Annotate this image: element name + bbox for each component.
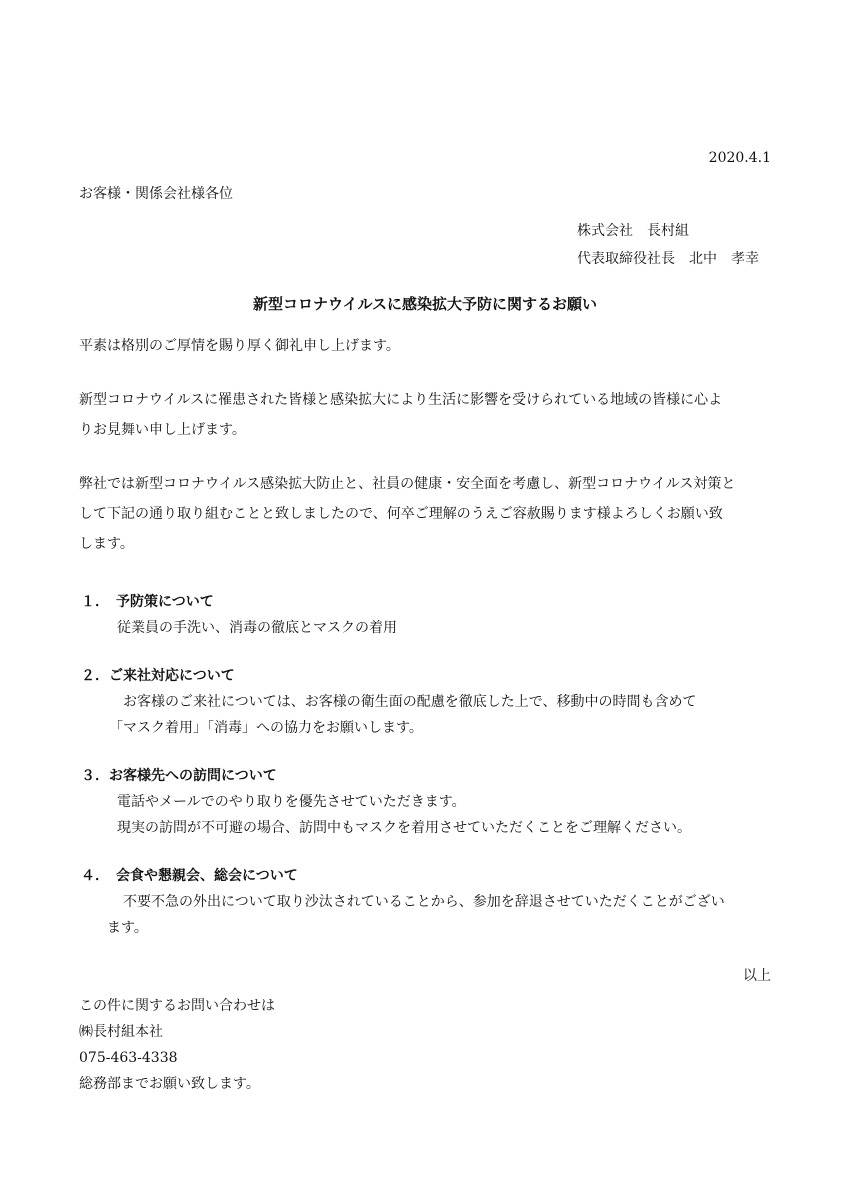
contact-block bbox=[79, 993, 771, 1097]
closing-mark: 以上 bbox=[743, 968, 771, 984]
section-prevention bbox=[79, 589, 771, 641]
section-heading: ２．ご来社対応について bbox=[81, 668, 235, 684]
section-line: 電話やメールでのやり取りを優先させていただきます。 bbox=[117, 794, 466, 810]
section-body bbox=[79, 789, 771, 841]
section-line: 「マスク着用」「消毒」への協力をお願いします。 bbox=[109, 720, 423, 736]
section-heading: ４． 会食や懇親会、総会について bbox=[81, 868, 298, 884]
contact-company: ㈱長村組本社 bbox=[79, 1024, 163, 1040]
document-date: 2020.4.1 bbox=[708, 150, 771, 166]
section-body bbox=[79, 615, 771, 641]
recipient-line: お客様・関係会社様各位 bbox=[79, 186, 233, 202]
section-dinners-meetings bbox=[79, 863, 771, 941]
section-line: 従業員の手洗い、消毒の徹底とマスクの着用 bbox=[117, 620, 397, 636]
policy-line: 弊社では新型コロナウイルス感染拡大防止と、社員の健康・安全面を考慮し、新型コロナウイルス対策と bbox=[79, 476, 736, 492]
section-customer-visits bbox=[79, 763, 771, 841]
section-body bbox=[79, 689, 771, 741]
greeting-text: 平素は格別のご厚情を賜り厚く御礼申し上げます。 bbox=[79, 338, 400, 354]
section-line: 現実の訪問が不可避の場合、訪問中もマスクを着用させていただくことをご理解ください。 bbox=[117, 820, 691, 836]
policy-paragraph bbox=[79, 469, 771, 559]
greeting-paragraph bbox=[79, 331, 771, 361]
section-line: お客様のご来社については、お客様の衛生面の配慮を徹底した上で、移動中の時間も含めて bbox=[123, 694, 697, 710]
document-title: 新型コロナウイルスに感染拡大予防に関するお願い bbox=[252, 295, 598, 313]
sender-company: 株式会社 長村組 bbox=[577, 223, 689, 239]
policy-line: して下記の通り取り組むことと致しましたので、何卒ご理解のうえご容赦賜ります様よろしくお願い致 bbox=[79, 506, 723, 522]
sender-block bbox=[79, 217, 771, 273]
policy-line: します。 bbox=[79, 536, 134, 552]
section-body bbox=[79, 889, 771, 941]
sympathy-line: りお見舞い申し上げます。 bbox=[79, 422, 246, 438]
section-heading: ３．お客様先への訪問について bbox=[81, 768, 277, 784]
contact-department: 総務部までお願い致します。 bbox=[79, 1076, 260, 1092]
sympathy-paragraph bbox=[79, 385, 771, 445]
section-visitors bbox=[79, 663, 771, 741]
sympathy-line: 新型コロナウイルスに罹患された皆様と感染拡大により生活に影響を受けられている地域の皆様に心よ bbox=[79, 392, 723, 408]
contact-intro: この件に関するお問い合わせは bbox=[79, 998, 275, 1014]
contact-phone: 075-463-4338 bbox=[79, 1050, 178, 1066]
section-heading: １． 予防策について bbox=[81, 594, 214, 610]
section-line: ます。 bbox=[107, 920, 148, 936]
sender-representative: 代表取締役社長 北中 孝幸 bbox=[577, 251, 759, 267]
section-line: 不要不急の外出について取り沙汰されていることから、参加を辞退させていただくことがござい bbox=[123, 894, 725, 910]
